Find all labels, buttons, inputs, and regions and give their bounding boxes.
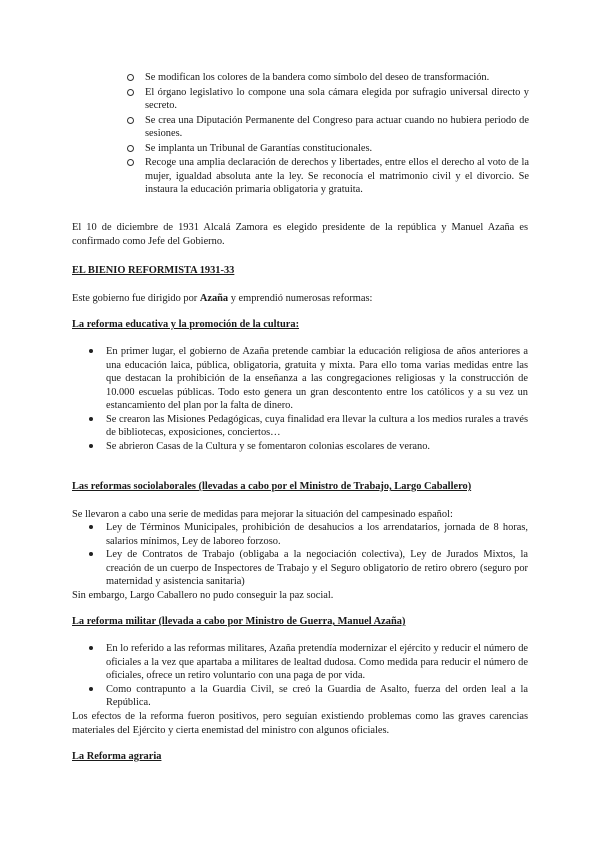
circle-bullet-icon xyxy=(127,159,134,166)
militar-closing: Los efectos de la reforma fueron positivos, pero seguían existiendo problemas como las graves carencias materiales del Ejército y cierta enemistad del ministro con algunos oficiales. xyxy=(72,711,528,736)
bullet-icon xyxy=(89,646,93,650)
list-item: Recoge una amplia declaración de derechos y libertades, entre ellos el derecho al voto de la mujer, igualdad absoluta ante la ley. Se reconocía el matrimonio civil y el divorcio. Se instaura la educación primaria obligatoria y gratuita. xyxy=(127,156,529,197)
bullet-icon xyxy=(89,525,93,529)
list-item: El órgano legislativo lo compone una sola cámara elegida por sufragio universal directo y secreto. xyxy=(127,86,529,113)
bienio-heading: EL BIENIO REFORMISTA 1931-33 xyxy=(72,265,235,276)
list-item: Se abrieron Casas de la Cultura y se fomentaron colonias escolares de verano. xyxy=(85,440,528,454)
bullet-icon xyxy=(89,349,93,353)
list-item: Se implanta un Tribunal de Garantías constitucionales. xyxy=(127,142,529,156)
election-paragraph: El 10 de diciembre de 1931 Alcalá Zamora es elegido presidente de la república y Manuel Azaña es confirmado como Jefe del Gobierno. xyxy=(72,222,528,247)
sociolaborales-closing: Sin embargo, Largo Caballero no pudo conseguir la paz social. xyxy=(72,590,334,601)
list-item: Ley de Términos Municipales, prohibición de desahucios a los arrendatarios, jornada de 8 horas, salarios mínimos, Ley de laboreo forzoso. xyxy=(85,521,528,548)
circle-bullet-icon xyxy=(127,89,134,96)
list-item: En primer lugar, el gobierno de Azaña pretende cambiar la educación religiosa de años anteriores a una educación laica, pública, obligatoria, gratuita y mixta. Para ello toma varias medidas entre las que destacan la prohibición de la enseñanza a las congregaciones religiosas y la construcción de 10.000 escuelas públicas. Todo esto genera un gran descontento entre los católicos y a su vez un estancamiento del plan por la falta de dinero. xyxy=(85,345,528,413)
list-item: En lo referido a las reformas militares, Azaña pretendía modernizar el ejército y reducir el número de oficiales a la vez que apartaba a militares de lealtad dudosa. Como medida para reducir el número de oficiales, ofrece un retiro voluntario con una paga de por vida. xyxy=(85,642,528,683)
list-item: Se crearon las Misiones Pedagógicas, cuya finalidad era llevar la cultura a los medios rurales a través de bibliotecas, exposiciones, conciertos… xyxy=(85,413,528,440)
circle-bullet-icon xyxy=(127,145,134,152)
bullet-icon xyxy=(89,552,93,556)
bullet-icon xyxy=(89,444,93,448)
list-item: Se crea una Diputación Permanente del Congreso para actuar cuando no hubiera periodo de sesiones. xyxy=(127,114,529,141)
bullet-icon xyxy=(89,417,93,421)
azana-name: Azaña xyxy=(199,293,229,304)
militar-list xyxy=(85,642,528,710)
constitution-points-list xyxy=(127,71,529,198)
sociolaborales-list xyxy=(85,521,528,589)
bullet-icon xyxy=(89,687,93,691)
sociolaborales-heading: Las reformas sociolaborales (llevadas a cabo por el Ministro de Trabajo, Largo Caballero) xyxy=(72,481,472,492)
educativa-list xyxy=(85,345,528,453)
list-item: Ley de Contratos de Trabajo (obligaba a la negociación colectiva), Ley de Jurados Mixtos, la creación de un cuerpo de Inspectores de Trabajo y el Seguro obligatorio de retiro obrero (seguro por maternidad y asistencia sanitaria) xyxy=(85,548,528,589)
educativa-heading: La reforma educativa y la promoción de la cultura: xyxy=(72,319,300,330)
list-item: Como contrapunto a la Guardia Civil, se creó la Guardia de Asalto, fuerza del orden leal a la República. xyxy=(85,683,528,710)
circle-bullet-icon xyxy=(127,74,134,81)
militar-heading: La reforma militar (llevada a cabo por Ministro de Guerra, Manuel Azaña) xyxy=(72,616,406,627)
agraria-heading: La Reforma agraria xyxy=(72,751,162,762)
circle-bullet-icon xyxy=(127,117,134,124)
sociolaborales-intro: Se llevaron a cabo una serie de medidas para mejorar la situación del campesinado español: xyxy=(72,509,453,520)
list-item: Se modifican los colores de la bandera como símbolo del deseo de transformación. xyxy=(127,71,529,85)
intro-paragraph: Este gobierno fue dirigido por Azaña y emprendió numerosas reformas: xyxy=(72,293,373,304)
